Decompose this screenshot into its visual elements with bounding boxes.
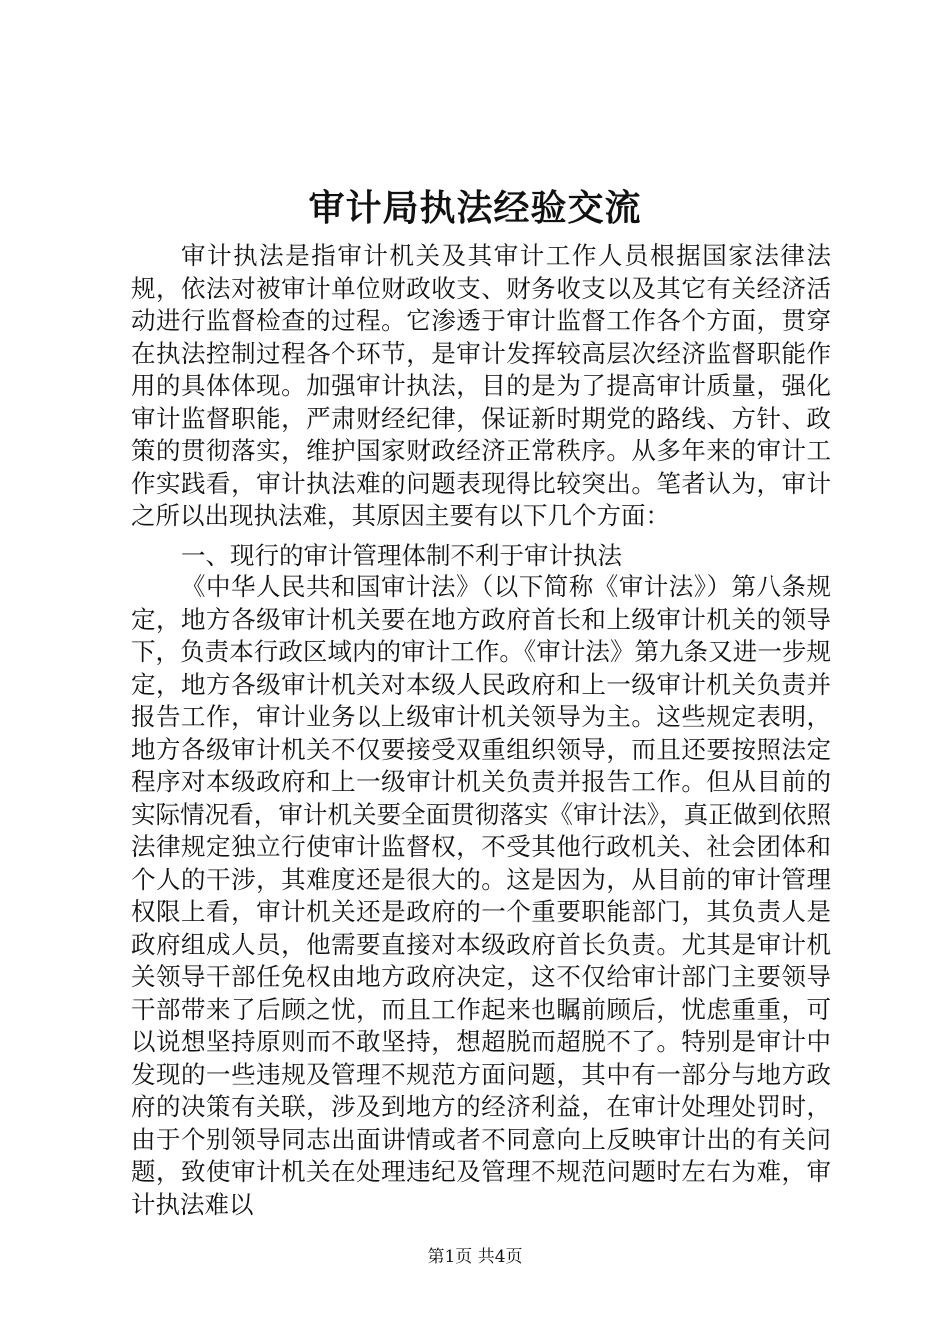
document-title: 审计局执法经验交流 — [308, 187, 642, 229]
section-heading: 一、现行的审计管理体制不利于审计执法 — [181, 541, 622, 570]
intro-paragraph: 审计执法是指审计机关及其审计工作人员根据国家法律法规，依法对被审计单位财政收支、财务收支以及其它有关经济活动进行监督检查的过程。它渗透于审计监督工作各个方面，贯穿在执法控制过程各个环节，是审计发挥较高层次经济监督职能作用的具体体现。加强审计执法，目的是为了提高审计质量，强化审计监督职能，严肃财经纪律，保证新时期党的路线、方针、政策的贯彻落实，维护国家财政经济正常秩序。从多年来的审计工作实践看，审计执法难的问题表现得比较突出。笔者认为，审计之所以出现执法难，其原因主要有以下几个方面： — [131, 241, 831, 530]
page-footer: 第1页 共4页 — [427, 1247, 523, 1267]
section-paragraph: 《中华人民共和国审计法》（以下简称《审计法》）第八条规定，地方各级审计机关要在地方政府首长和上级审计机关的领导下，负责本行政区域内的审计工作。《审计法》第九条又进一步规定，地方各级审计机关对本级人民政府和上一级审计机关负责并报告工作，审计业务以上级审计机关领导为主。这些规定表明，地方各级审计机关不仅要接受双重组织领导，而且还要按照法定程序对本级政府和上一级审计机关负责并报告工作。但从目前的实际情况看，审计机关要全面贯彻落实《审计法》，真正做到依照法律规定独立行使审计监督权，不受其他行政机关、社会团体和个人的干涉，其难度还是很大的。这是因为，从目前的审计管理权限上看，审计机关还是政府的一个重要职能部门，其负责人是政府组成人员，他需要直接对本级政府首长负责。尤其是审计机关领导干部任免权由地方政府决定，这不仅给审计部门主要领导干部带来了后顾之忧，而且工作起来也瞩前顾后，忧虑重重，可以说想坚持原则而不敢坚持，想超脱而超脱不了。特别是审计中发现的一些违规及管理不规范方面问题，其中有一部分与地方政府的决策有关联，涉及到地方的经济利益，在审计处理处罚时，由于个别领导同志出面讲情或者不同意向上反映审计出的有关问题，致使审计机关在处理违纪及管理不规范问题时左右为难，审计执法难以 — [131, 572, 831, 1219]
